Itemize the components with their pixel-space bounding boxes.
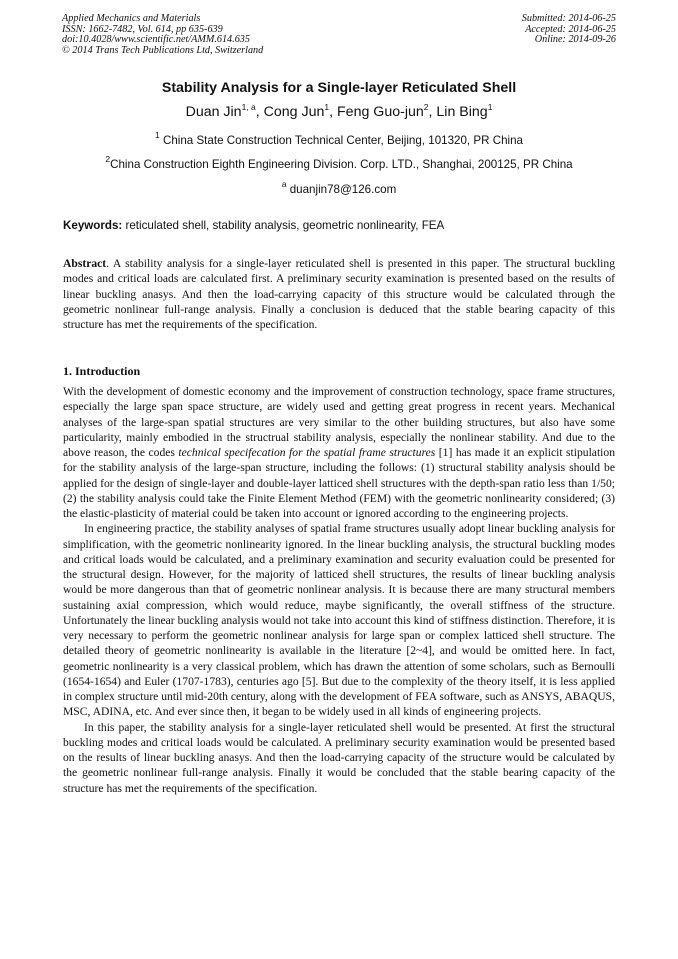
author-separator: ,: [255, 104, 264, 120]
author-separator: ,: [428, 104, 437, 120]
paper-title: Stability Analysis for a Single-layer Reticulated Shell: [161, 80, 517, 96]
journal-header: [62, 14, 263, 56]
abstract: [63, 256, 615, 332]
issn-line: ISSN: 1662-7482, Vol. 614, pp 635-639: [62, 23, 223, 35]
introduction-body: [63, 384, 615, 796]
author-email: [0, 179, 678, 197]
author-separator: ,: [329, 104, 338, 120]
keywords-text: reticulated shell, stability analysis, geometric nonlinearity, FEA: [122, 219, 445, 232]
email-text[interactable]: duanjin78@126.com: [286, 183, 397, 196]
author-affiliation-mark: 1: [324, 102, 330, 112]
paragraph-text: [1] has made it an explicit stipulation for the stability analysis of the large-span structure, including the follows: (1) structural stability analysis should be applied for the design of single-layer and double-layer latticed shell structures with the depth-span ratio less than 1/50; (2) the stability analysis could take the Finite Element Method (FEM) with the geometric nonlinearity considered; (3) the elastic-plasticity of material could be taken into account or ignored according to the engineering projects.: [63, 446, 615, 520]
publication-dates: [522, 14, 616, 46]
code-reference-title: technical specifecation for the spatial frame structures: [178, 446, 436, 459]
keywords: [63, 219, 615, 233]
author-affiliation-mark: 1, a: [241, 102, 256, 112]
copyright-line: © 2014 Trans Tech Publications Ltd, Switzerland: [62, 44, 264, 56]
author-name: Duan Jin: [185, 104, 242, 120]
author-affiliation-mark: 1: [487, 102, 493, 112]
abstract-text: . A stability analysis for a single-layer reticulated shell is presented in this paper. The structural buckling modes and critical loads are calculated first. A preliminary security examination is presented based on the results of linear buckling anasys. And then the load-carrying capacity of this structure would be calculated through the geometric nonlinear full-range analysis. Finally a conclusion is deduced that the stable bearing capacity of this structure has met the requirements of the specification.: [63, 257, 615, 332]
affiliation-mark: 2: [105, 154, 111, 164]
affiliation-2: [0, 154, 678, 172]
paragraph-1: [63, 384, 615, 521]
abstract-label: Abstract: [63, 257, 107, 270]
keywords-label: Keywords:: [63, 219, 123, 232]
affiliation-mark: a: [281, 179, 287, 189]
author-affiliation-mark: 2: [423, 102, 429, 112]
affiliation-mark: 1: [154, 130, 160, 140]
online-date: Online: 2014-09-26: [534, 34, 616, 45]
paragraph-text: With the development of domestic economy and the improvement of construction technology, space frame structures, especially the large span space structure, are widely used and getting great progress in recent years. Mechanical analyses of the large-span spatial structures are very similar to the other building structures, but also have some particularity, mainly embodied in the structrual stability analysis, especially the nonlinear stability. And due to the above reason, the codes: [63, 385, 615, 459]
author-list: [0, 103, 678, 122]
author-name: Feng Guo-jun: [337, 104, 424, 120]
section-heading: 1. Introduction: [63, 364, 141, 378]
paragraph-3: In this paper, the stability analysis for a single-layer reticulated shell would be presented. At first the structural buckling modes and critical loads would be calculated. A preliminary security examination would be presented based on the results of linear buckling anasys. And then the load-carrying capacity of the structure would be calculated by the geometric nonlinear full-range analysis. Finally it would be concluded that the stable bearing capacity of the structure has met the requirements of the specification.: [63, 720, 615, 795]
author-name: Cong Jun: [263, 104, 325, 120]
affiliation-text: China Construction Eighth Engineering Division. Corp. LTD., Shanghai, 200125, PR China: [110, 158, 573, 171]
accepted-date: Accepted: 2014-06-25: [525, 23, 616, 35]
affiliation-text: China State Construction Technical Center, Beijing, 101320, PR China: [159, 134, 523, 147]
submitted-date: Submitted: 2014-06-25: [521, 13, 616, 24]
journal-name: Applied Mechanics and Materials: [62, 13, 201, 24]
author-name: Lin Bing: [436, 104, 488, 120]
doi-line[interactable]: doi:10.4028/www.scientific.net/AMM.614.635: [62, 34, 250, 45]
affiliation-1: [0, 130, 678, 148]
paragraph-2: In engineering practice, the stability analyses of spatial frame structures usually adopt linear buckling analysis for simplification, with the geometric nonlinearity ignored. In the linear buckling analysis, the structural buckling modes and critical loads would be calculated, and a preliminary examination and security evaluation could be presented for the structural design. However, for the majority of latticed shell structures, the results of linear buckling analysis would be more dangerous than that of geometric nonlinear analysis. It is because there are many structural members sustaining axial compression, which would reduce, maybe significantly, the overall stiffness of the structure. Unfortunately the linear buckling analysis would not take into account this kind of stiffness distinction. Therefore, it is very necessary to perform the geometric nonlinear analysis for large span or complex latticed shell structure. The detailed theory of geometric nonlinearity is available in the literature [2~4], and would be omitted here. In fact, geometric nonlinearity is a very classical problem, which has drawn the attention of some scholars, such as Bernoulli (1654-1654) and Euler (1707-1783), centuries ago [5]. But due to the complexity of the theory itself, it is less applied in complex structure until mid-20th century, along with the development of FEA software, such as ANSYS, ABAQUS, MSC, ADINA, etc. And ever since then, it began to be widely used in all kinds of engineering projects.: [63, 522, 615, 719]
